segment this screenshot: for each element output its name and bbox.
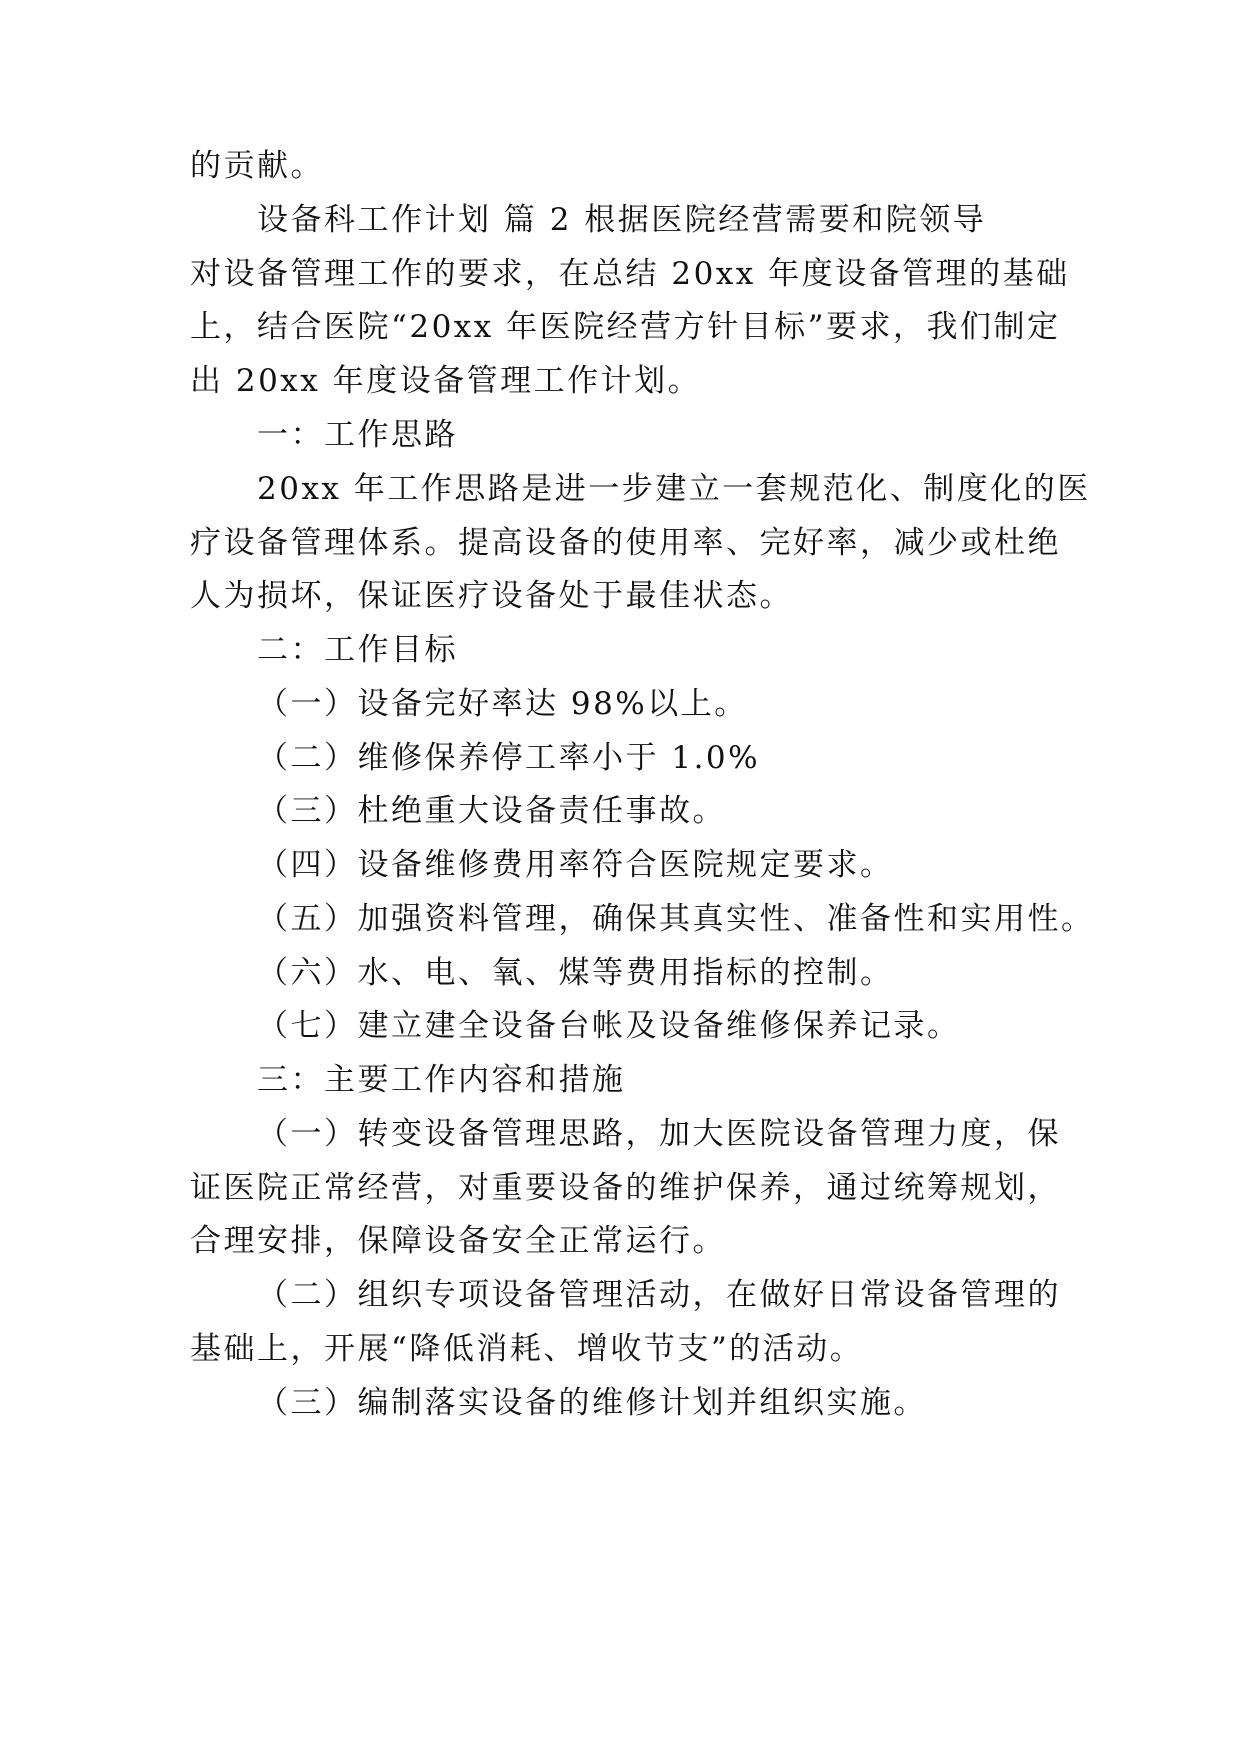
text-line: 证医院正常经营，对重要设备的维护保养，通过统筹规划， <box>190 1170 1061 1206</box>
list-item: （七）建立建全设备台帐及设备维修保养记录。 <box>257 1008 961 1044</box>
text-line: 人为损坏，保证医疗设备处于最佳状态。 <box>190 578 793 614</box>
text-line: 疗设备管理体系。提高设备的使用率、完好率，减少或杜绝 <box>190 525 1061 561</box>
list-item: （五）加强资料管理，确保其真实性、准备性和实用性。 <box>257 901 1095 937</box>
text-line: 出 20xx 年度设备管理工作计划。 <box>190 363 702 399</box>
section-heading-line: 设备科工作计划 篇 2 根据医院经营需要和院领导 <box>257 202 987 238</box>
text-line: 20xx 年工作思路是进一步建立一套规范化、制度化的医 <box>257 471 1091 507</box>
list-item: （一）转变设备管理思路，加大医院设备管理力度，保 <box>257 1116 1061 1152</box>
list-item: （四）设备维修费用率符合医院规定要求。 <box>257 847 894 883</box>
heading-main-work: 三：主要工作内容和措施 <box>257 1062 626 1098</box>
text-line: 的贡献。 <box>190 148 324 184</box>
heading-work-goals: 二：工作目标 <box>257 632 458 668</box>
list-item: （二）组织专项设备管理活动，在做好日常设备管理的 <box>257 1277 1061 1313</box>
text-line: 基础上，开展“降低消耗、增收节支”的活动。 <box>190 1331 864 1367</box>
list-item: （一）设备完好率达 98%以上。 <box>257 686 748 722</box>
text-line: 合理安排，保障设备安全正常运行。 <box>190 1223 726 1259</box>
list-item: （三）编制落实设备的维修计划并组织实施。 <box>257 1385 927 1421</box>
list-item: （二）维修保养停工率小于 1.0% <box>257 740 761 776</box>
list-item: （六）水、电、氧、煤等费用指标的控制。 <box>257 955 894 991</box>
text-line: 对设备管理工作的要求，在总结 20xx 年度设备管理的基础 <box>190 256 1070 292</box>
text-line: 上，结合医院“20xx 年医院经营方针目标”要求，我们制定 <box>190 309 1061 345</box>
list-item: （三）杜绝重大设备责任事故。 <box>257 793 726 829</box>
heading-work-ideas: 一：工作思路 <box>257 417 458 453</box>
